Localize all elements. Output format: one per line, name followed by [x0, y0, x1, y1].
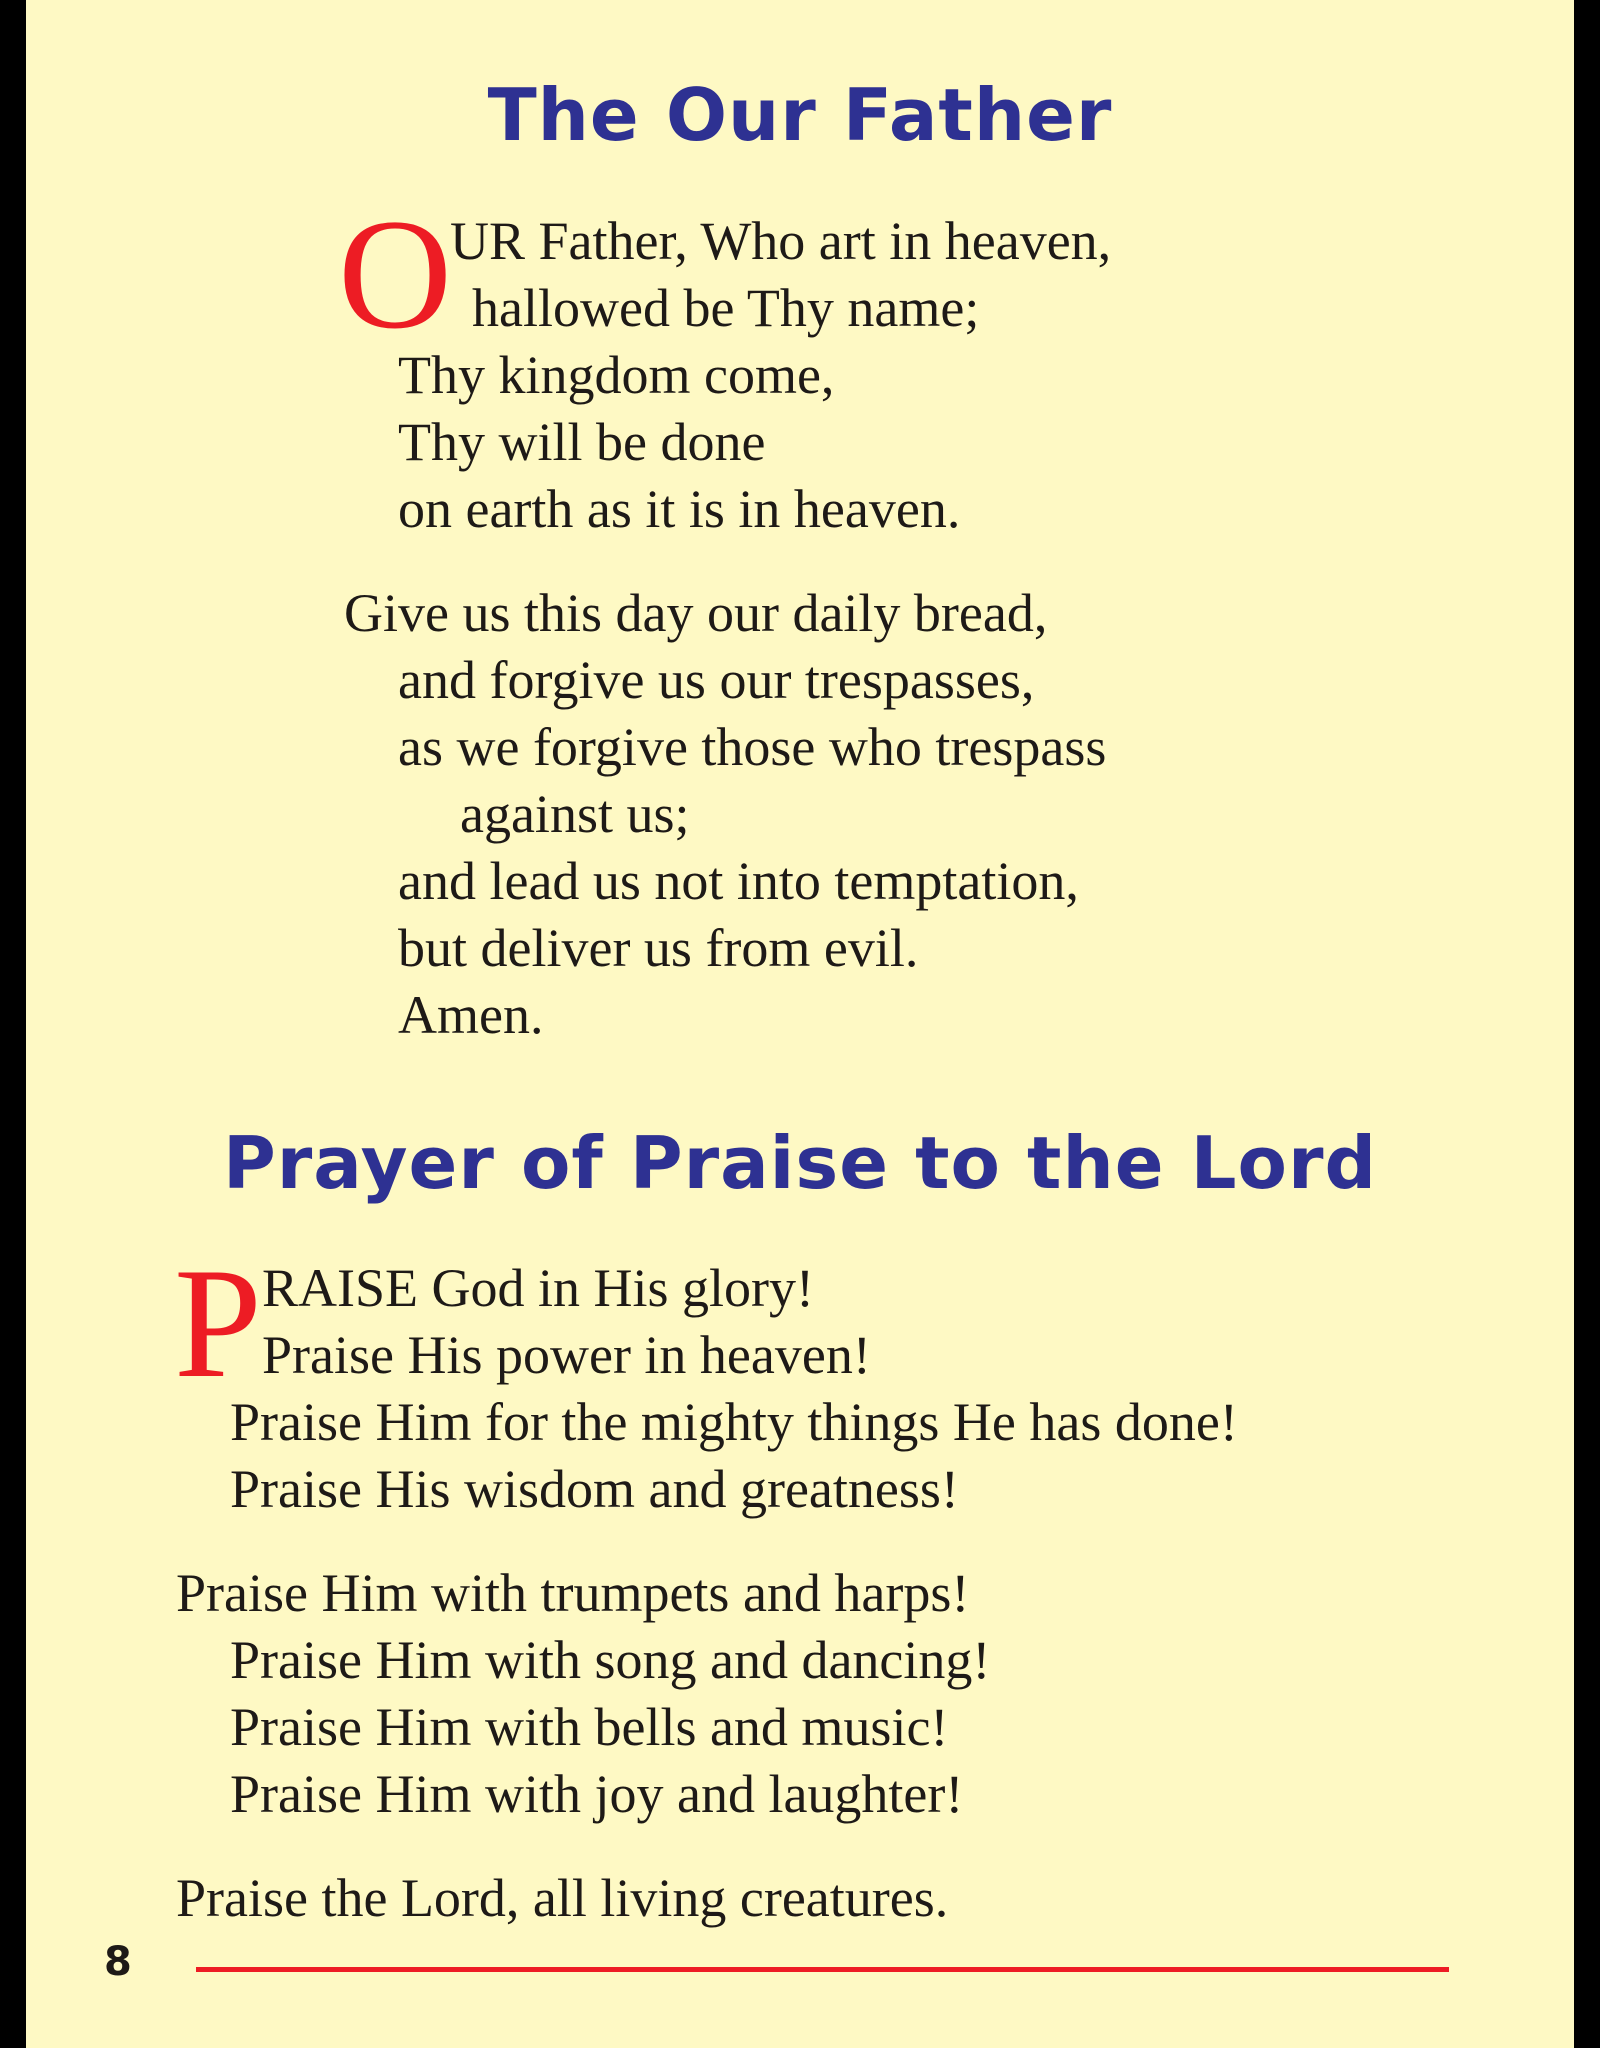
verse-line: Praise Him with trumpets and harps!: [176, 1563, 970, 1623]
page: [26, 0, 1574, 2048]
verse-line: UR Father, Who art in heaven,: [450, 211, 1112, 271]
verse-line: Praise Him for the mighty things He has done!: [230, 1392, 1238, 1452]
footer-rule-divider: [196, 1967, 1449, 1972]
verse-line: as we forgive those who trespass: [398, 717, 1107, 777]
verse-line: Thy kingdom come,: [398, 345, 835, 405]
verse-line: Praise His power in heaven!: [262, 1325, 871, 1385]
dropcap-p: P: [174, 1236, 262, 1411]
dropcap-o: O: [338, 187, 453, 362]
verse-line: RAISE God in His glory!: [262, 1258, 814, 1318]
verse-line: Praise His wisdom and greatness!: [230, 1459, 959, 1519]
verse-line: Amen.: [398, 985, 544, 1045]
verse-line: on earth as it is in heaven.: [398, 479, 961, 539]
verse-line: and lead us not into temptation,: [398, 851, 1079, 911]
verse-line: Praise Him with bells and music!: [230, 1697, 949, 1757]
verse-line: but deliver us from evil.: [398, 918, 919, 978]
verse-line: Praise the Lord, all living creatures.: [176, 1868, 949, 1928]
prayer-title-our-father: The Our Father: [487, 73, 1113, 157]
verse-line: against us;: [460, 784, 690, 844]
verse-line: Praise Him with song and dancing!: [230, 1630, 991, 1690]
prayer-title-praise: Prayer of Praise to the Lord: [222, 1121, 1378, 1205]
verse-line: Thy will be done: [398, 412, 766, 472]
verse-line: Praise Him with joy and laughter!: [230, 1764, 964, 1824]
verse-line: and forgive us our trespasses,: [398, 650, 1035, 710]
verse-line: hallowed be Thy name;: [472, 278, 980, 338]
verse-line: Give us this day our daily bread,: [344, 583, 1048, 643]
page-number: 8: [104, 1939, 132, 1985]
